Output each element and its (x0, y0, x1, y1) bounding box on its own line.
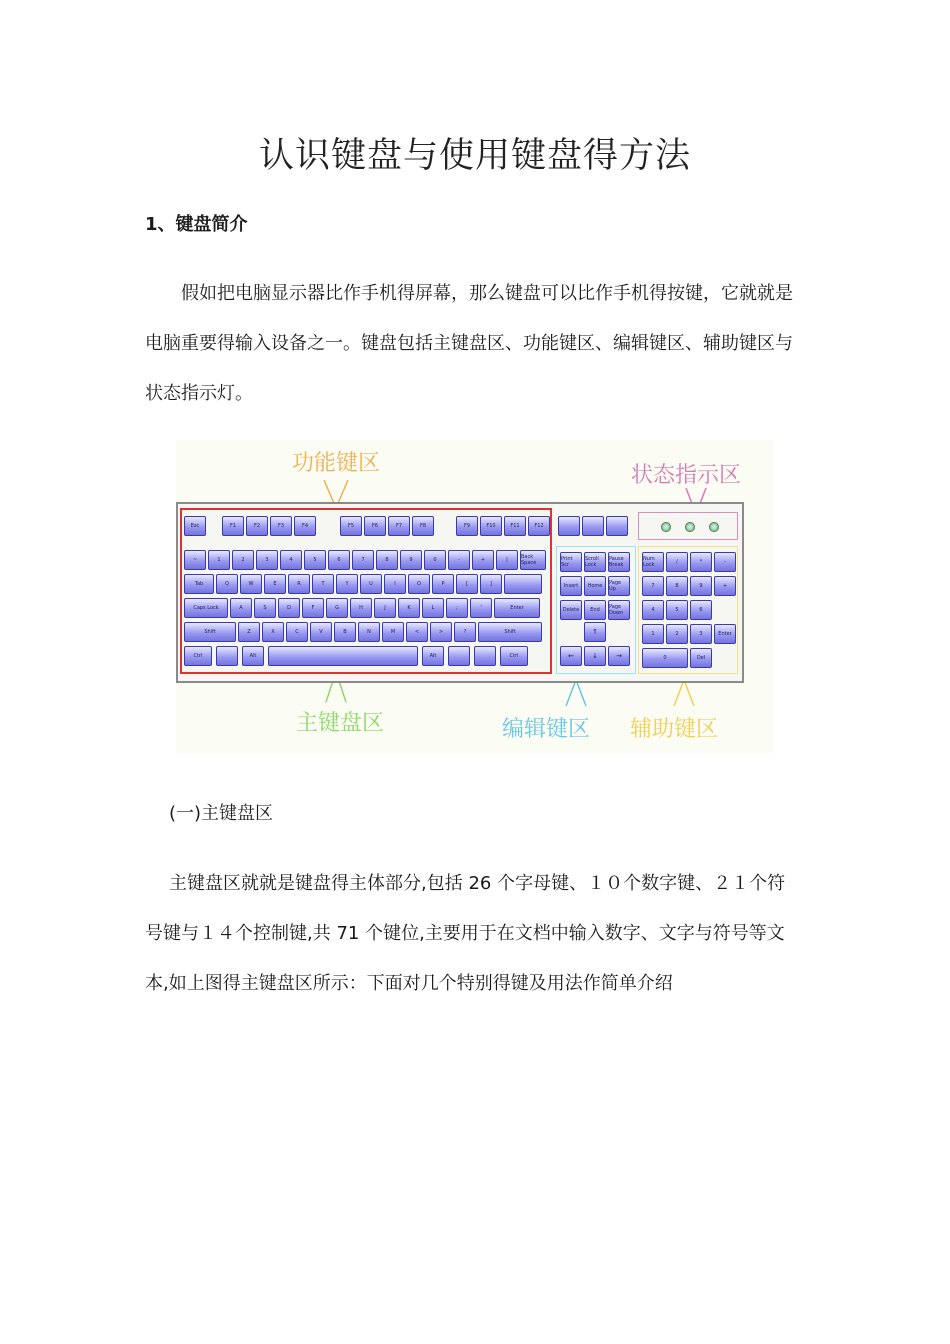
edit-key: Scroll Lock (584, 552, 606, 572)
section-heading: 1、键盘简介 (145, 214, 248, 235)
numpad-key: 2 (666, 624, 688, 644)
blank-key (606, 516, 628, 536)
numpad-key: 8 (666, 576, 688, 596)
main-key: < (406, 622, 428, 642)
edit-key: Delete (560, 600, 582, 620)
numpad-key: 1 (642, 624, 664, 644)
main-key: + (472, 550, 494, 570)
blank-key (558, 516, 580, 536)
main-key: U (360, 574, 382, 594)
main-key: X (262, 622, 284, 642)
edit-key: Pause Break (608, 552, 630, 572)
function-key: F11 (504, 516, 526, 536)
numpad-key: 6 (690, 600, 712, 620)
main-key (448, 646, 470, 666)
main-key: J (374, 598, 396, 618)
main-key: ' (470, 598, 492, 618)
main-key: C (286, 622, 308, 642)
main-key: | (496, 550, 518, 570)
numpad-key: Del (690, 648, 712, 668)
main-key: 3 (256, 550, 278, 570)
main-key: 7 (352, 550, 374, 570)
function-key: F10 (480, 516, 502, 536)
main-key: Caps Lock (184, 598, 228, 618)
main-key: B (334, 622, 356, 642)
label-main-area: 主键盘区 (296, 711, 385, 736)
subsection-heading: (一)主键盘区 (169, 803, 274, 824)
main-key: M (382, 622, 404, 642)
arrow-key: ↑ (584, 622, 606, 642)
arrow-key: → (608, 646, 630, 666)
keyboard (176, 502, 744, 683)
main-key: P (432, 574, 454, 594)
main-key: ~ (184, 550, 206, 570)
edit-key: Insert (560, 576, 582, 596)
numpad-key: + (714, 576, 736, 596)
numpad-key: / (666, 552, 688, 572)
main-key: V (310, 622, 332, 642)
main-key: ; (446, 598, 468, 618)
main-key: Tab (184, 574, 214, 594)
main-key: 8 (376, 550, 398, 570)
function-key: F12 (528, 516, 550, 536)
main-key: O (408, 574, 430, 594)
main-key: Enter (494, 598, 540, 618)
function-key: F7 (388, 516, 410, 536)
main-key: - (448, 550, 470, 570)
arrow-key: ← (560, 646, 582, 666)
main-key: Shift (184, 622, 236, 642)
main-key (268, 646, 418, 666)
enter-key-upper (504, 574, 542, 594)
main-key: 5 (304, 550, 326, 570)
numpad-key: 4 (642, 600, 664, 620)
function-key: F3 (270, 516, 292, 536)
intro-paragraph: 假如把电脑显示器比作手机得屏幕，那么键盘可以比作手机得按键，它就就是电脑重要得输入设备之一。键盘包括主键盘区、功能键区、编辑键区、辅助键区与状态指示灯。 (145, 283, 793, 404)
main-key: W (240, 574, 262, 594)
function-key: F2 (246, 516, 268, 536)
main-key: A (230, 598, 252, 618)
numpad-key: 9 (690, 576, 712, 596)
arrow-key: ↓ (584, 646, 606, 666)
main-key: Ctrl (500, 646, 528, 666)
main-key: ? (454, 622, 476, 642)
main-key: R (288, 574, 310, 594)
main-paragraph: 主键盘区就就是键盘得主体部分,包括 26 个字母键、１０个数字键、２１个符号键与１４个控制键,共 71 个键位,主要用于在文档中输入数字、文字与符号等文本,如上图得主键盘区所示：下面对几个特别得键及用法作简单介绍 (145, 873, 786, 994)
numpad-key: * (690, 552, 712, 572)
main-key: 1 (208, 550, 230, 570)
blank-key (582, 516, 604, 536)
function-key: F6 (364, 516, 386, 536)
main-key: K (398, 598, 420, 618)
edit-key: Home (584, 576, 606, 596)
main-key: 9 (400, 550, 422, 570)
label-status-area: 状态指示区 (631, 463, 742, 488)
main-key: ] (480, 574, 502, 594)
main-key: Shift (478, 622, 542, 642)
main-key: F (302, 598, 324, 618)
main-key: D (278, 598, 300, 618)
function-key: F9 (456, 516, 478, 536)
function-key: F1 (222, 516, 244, 536)
main-key (216, 646, 238, 666)
main-key: T (312, 574, 334, 594)
main-key: 6 (328, 550, 350, 570)
main-key: Alt (422, 646, 444, 666)
indicator-light (685, 522, 695, 532)
main-key: Q (216, 574, 238, 594)
numpad-key: - (714, 552, 736, 572)
main-key: 2 (232, 550, 254, 570)
numpad-key: 3 (690, 624, 712, 644)
edit-key: End (584, 600, 606, 620)
numpad-key: 7 (642, 576, 664, 596)
main-key: Ctrl (184, 646, 212, 666)
edit-key: Page Up (608, 576, 630, 596)
edit-key: Page Down (608, 600, 630, 620)
indicator-light (709, 522, 719, 532)
function-key: F5 (340, 516, 362, 536)
main-key (474, 646, 496, 666)
main-key: Z (238, 622, 260, 642)
main-key: I (384, 574, 406, 594)
page-title: 认识键盘与使用键盘得方法 (258, 136, 691, 176)
main-key: Alt (242, 646, 264, 666)
numpad-key: 5 (666, 600, 688, 620)
function-key: F8 (412, 516, 434, 536)
main-key: 4 (280, 550, 302, 570)
main-key: L (422, 598, 444, 618)
label-function-area: 功能键区 (292, 451, 381, 476)
numpad-key: Enter (714, 624, 736, 644)
main-key: N (358, 622, 380, 642)
main-key: Y (336, 574, 358, 594)
label-numpad-area: 辅助键区 (630, 717, 719, 742)
main-key: 0 (424, 550, 446, 570)
main-key: G (326, 598, 348, 618)
main-key: [ (456, 574, 478, 594)
main-key: > (430, 622, 452, 642)
label-edit-area: 编辑键区 (502, 717, 591, 742)
function-key: Esc (184, 516, 206, 536)
main-key: S (254, 598, 276, 618)
numpad-key: 0 (642, 648, 688, 668)
indicator-light (661, 522, 671, 532)
main-key: H (350, 598, 372, 618)
numpad-key: Num Lock (642, 552, 664, 572)
main-key: E (264, 574, 286, 594)
edit-key: Print Scr (560, 552, 582, 572)
function-key: F4 (294, 516, 316, 536)
main-key: Back Space (520, 550, 546, 570)
